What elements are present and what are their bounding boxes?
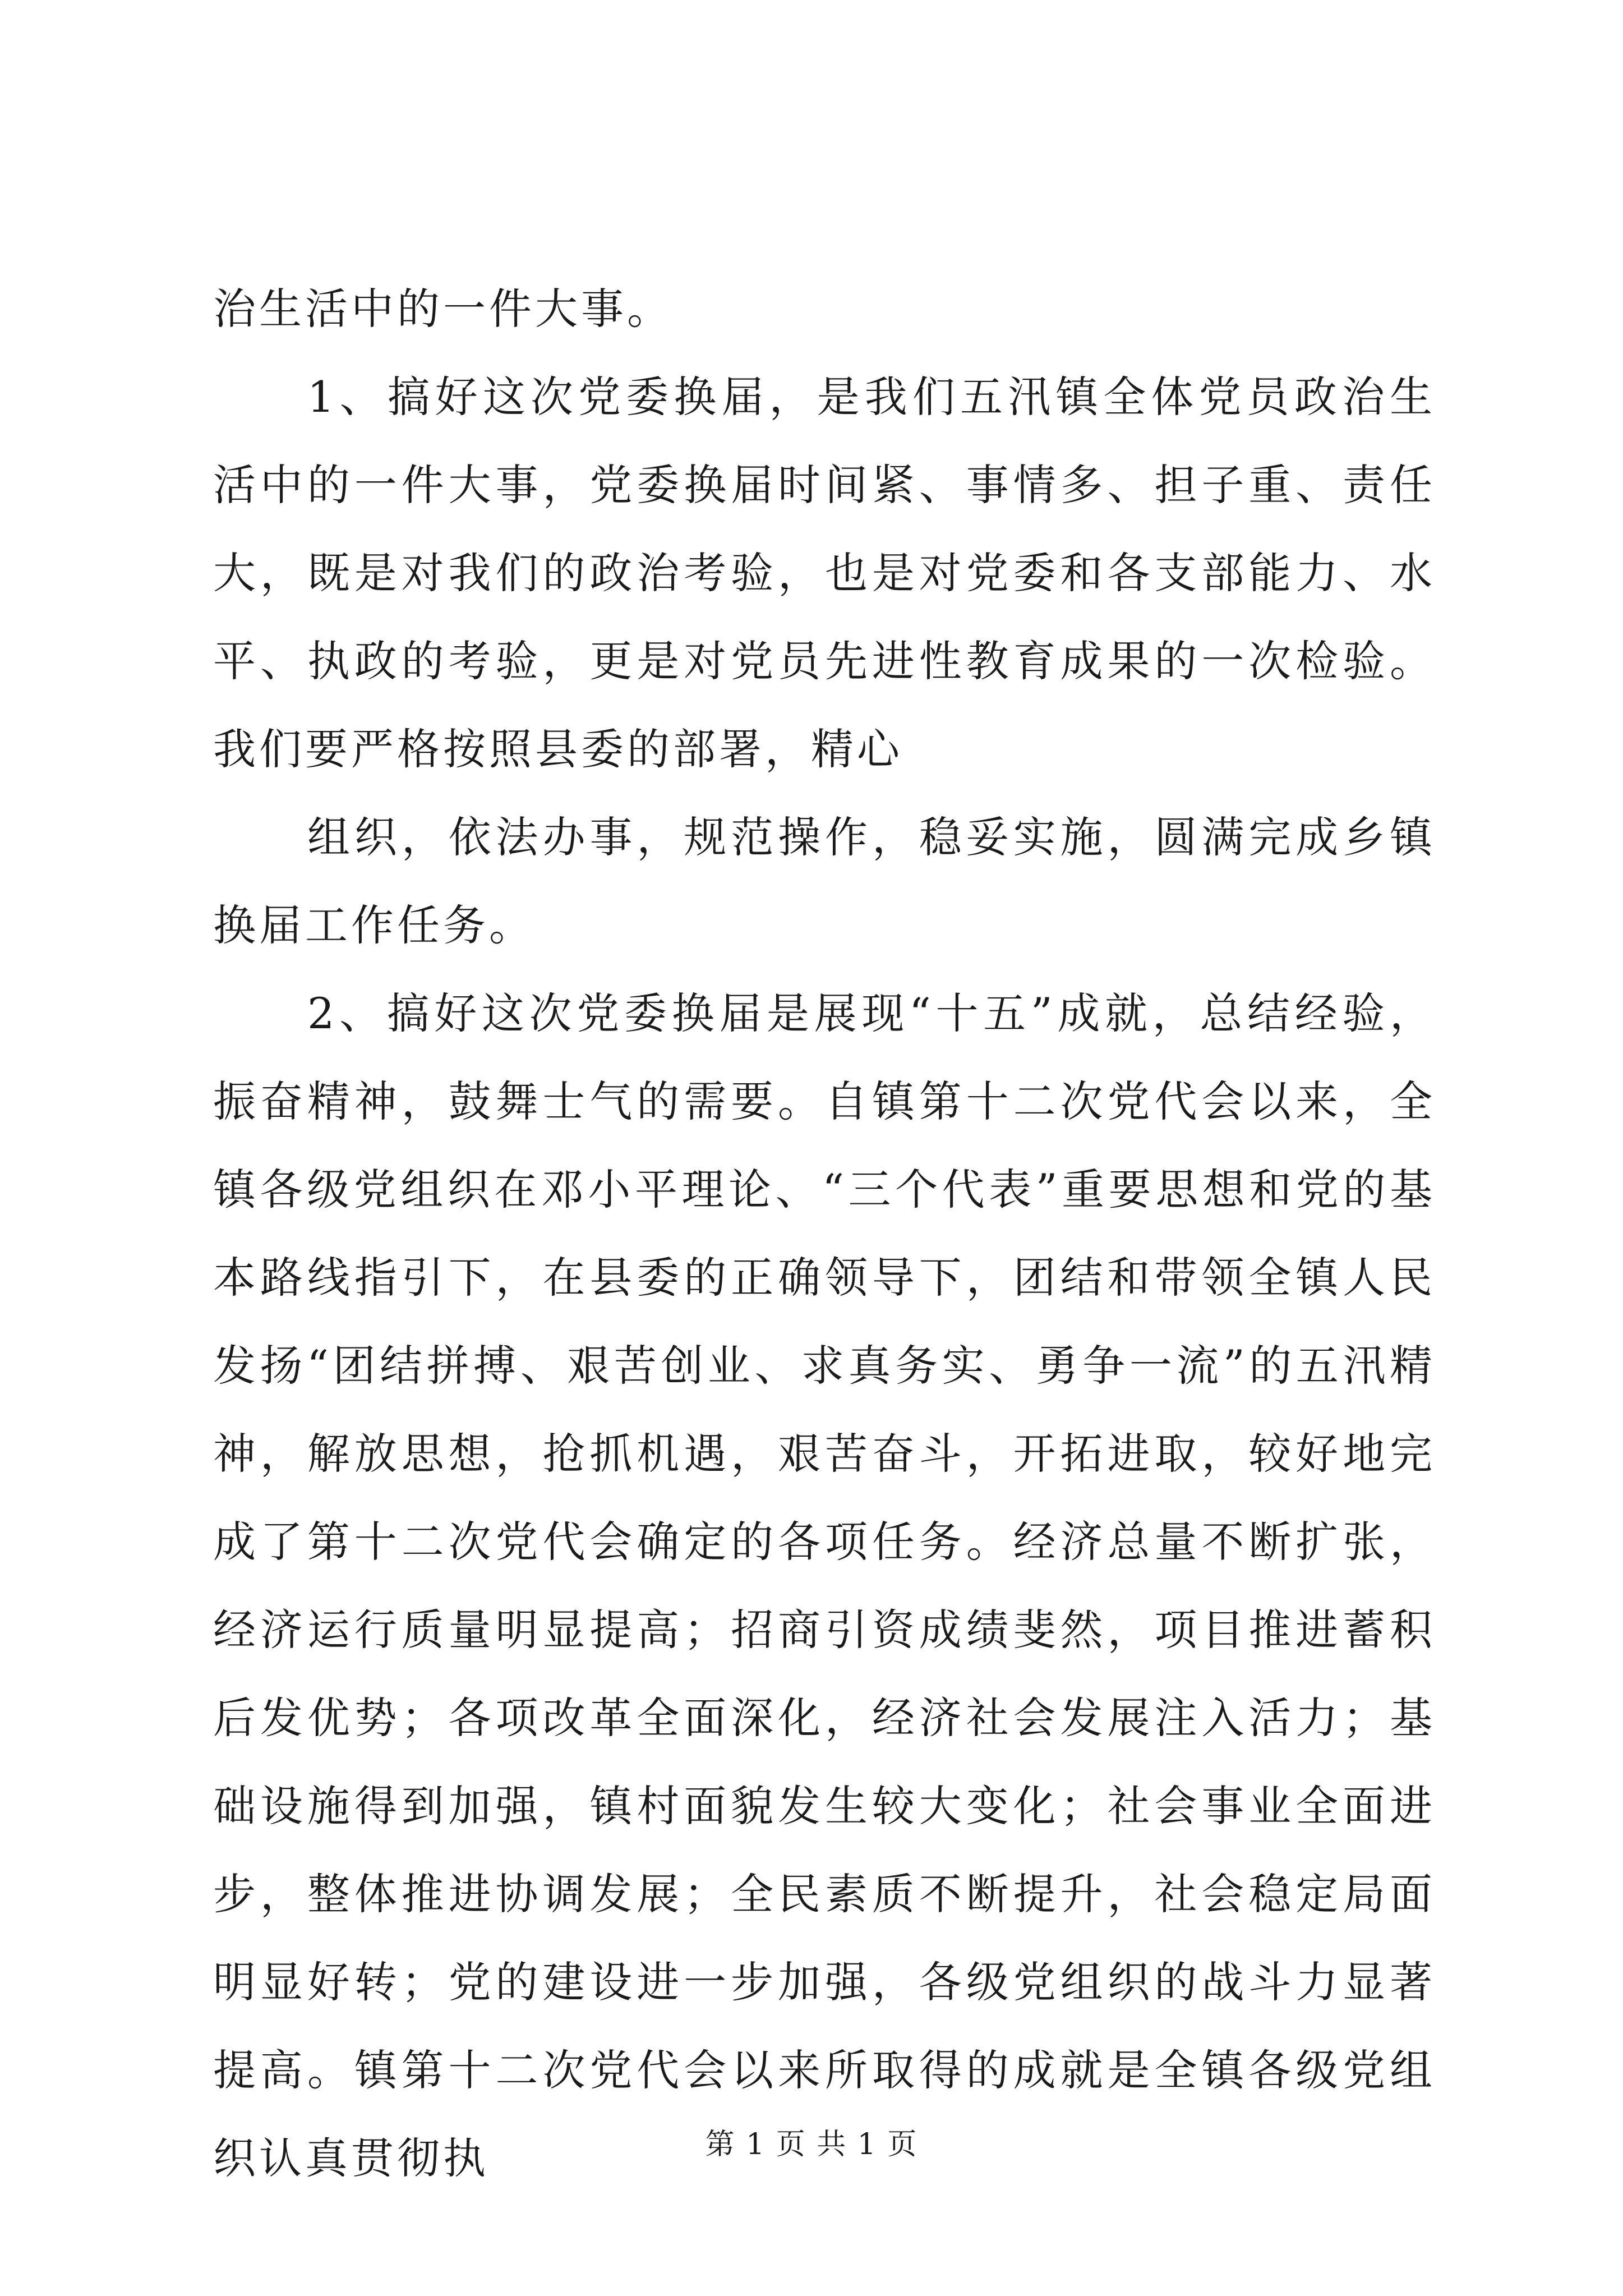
paragraph-point-1-continued: 组织，依法办事，规范操作，稳妥实施，圆满完成乡镇换届工作任务。 bbox=[213, 812, 1436, 950]
page-number-footer: 第 1 页 共 1 页 bbox=[705, 2128, 918, 2161]
document-body bbox=[213, 265, 1436, 2202]
paragraph-continuation: 治生活中的一件大事。 bbox=[213, 284, 673, 334]
paragraph-point-1: 1、搞好这次党委换届，是我们五汛镇全体党员政治生活中的一件大事，党委换届时间紧、事情多、担子重、责任大，既是对我们的政治考验，也是对党委和各支部能力、水平、执政的考验，更是对党员先进性教育成果的一次检验。我们要严格按照县委的部署，精心 bbox=[213, 372, 1436, 774]
paragraph-point-2: 2、搞好这次党委换届是展现“十五”成就，总结经验，振奋精神，鼓舞士气的需要。自镇第十二次党代会以来，全镇各级党组织在邓小平理论、“三个代表”重要思想和党的基本路线指引下，在县委的正确领导下，团结和带领全镇人民发扬“团结拼搏、艰苦创业、求真务实、勇争一流”的五汛精神，解放思想，抢抓机遇，艰苦奋斗，开拓进取，较好地完成了第十二次党代会确定的各项任务。经济总量不断扩张，经济运行质量明显提高；招商引资成绩斐然，项目推进蓄积后发优势；各项改革全面深化，经济社会发展注入活力；基础设施得到加强，镇村面貌发生较大变化；社会事业全面进步，整体推进协调发展；全民素质不断提升，社会稳定局面明显好转；党的建设进一步加强，各级党组织的战斗力显著提高。镇第十二次党代会以来所取得的成就是全镇各级党组织认真贯彻执 bbox=[213, 988, 1436, 2183]
